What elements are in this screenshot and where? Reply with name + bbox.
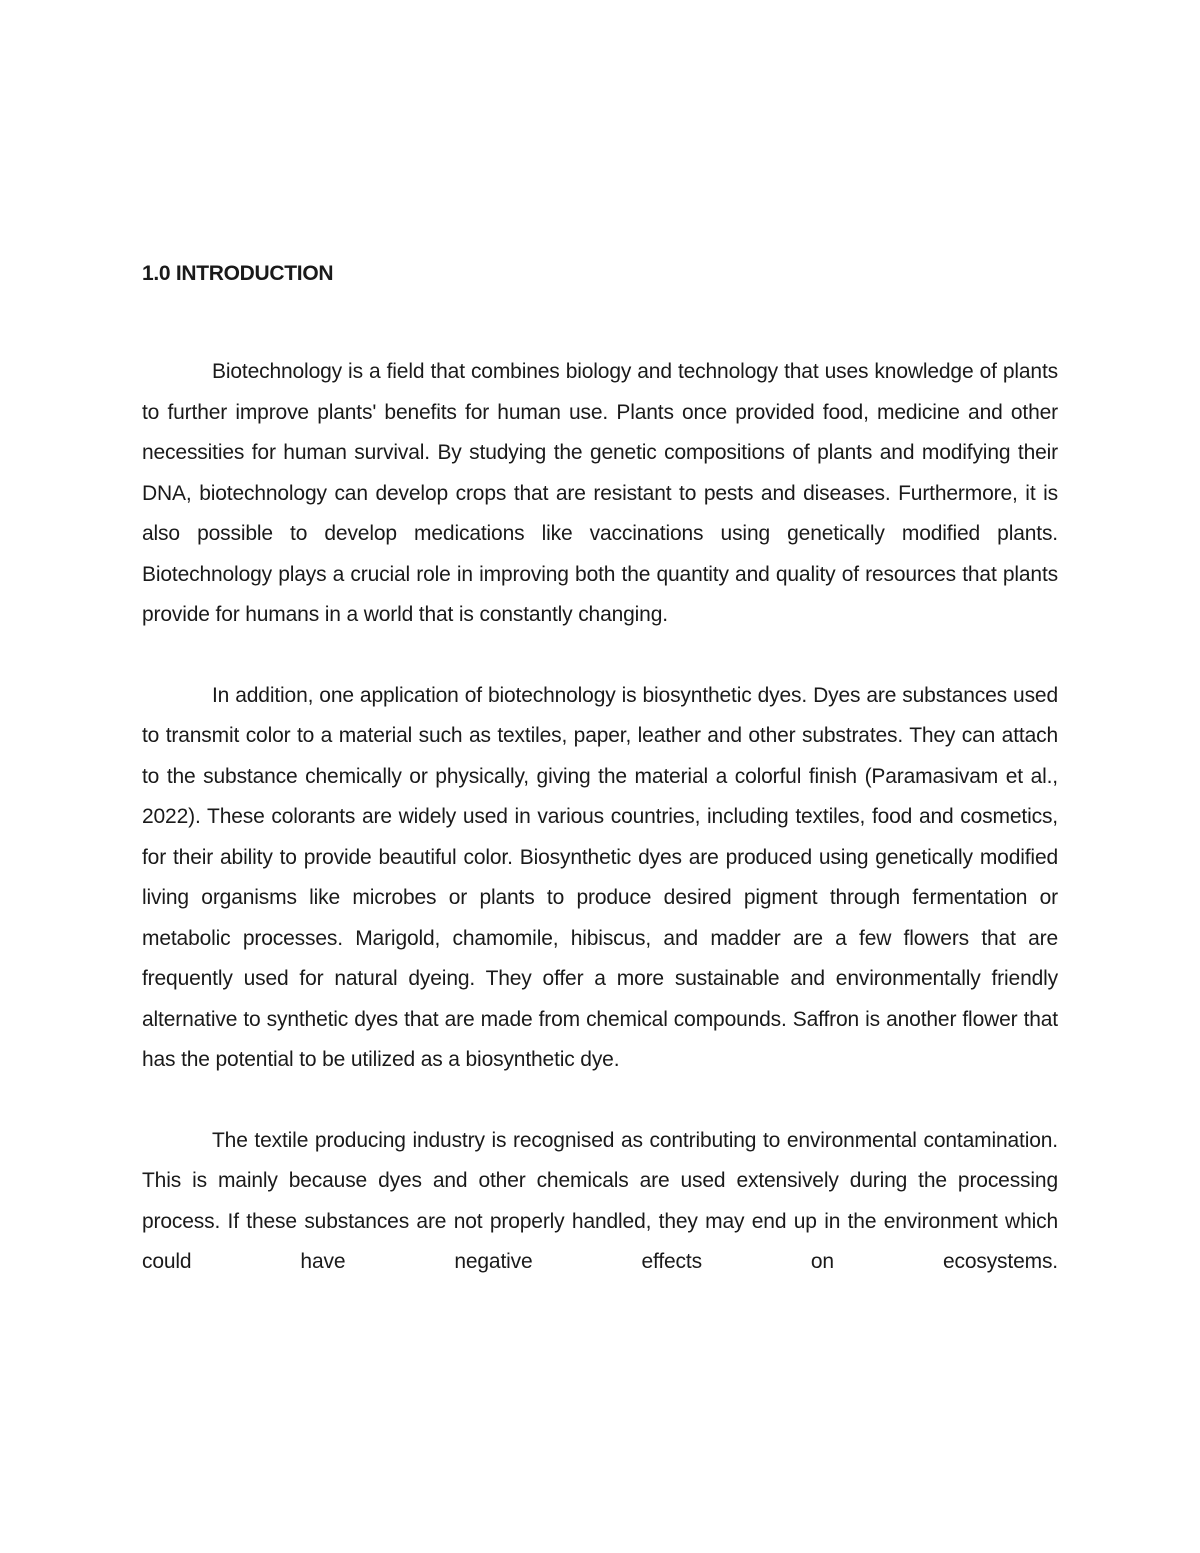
paragraph-biosynthetic-dyes: In addition, one application of biotechnology is biosynthetic dyes. Dyes are substances used to transmit color to a material such as textiles, paper, leather and other substrates. They can attach to the substance chemically or physically, giving the material a colorful finish (Paramasivam et al., 2022). These colorants are widely used in various countries, including textiles, food and cosmetics, for their ability to provide beautiful color. Biosynthetic dyes are produced using genetically modified living organisms like microbes or plants to produce desired pigment through fermentation or metabolic processes. Marigold, chamomile, hibiscus, and madder are a few flowers that are frequently used for natural dyeing. They offer a more sustainable and environmentally friendly alternative to synthetic dyes that are made from chemical compounds. Saffron is another flower that has the potential to be utilized as a biosynthetic dye. (142, 683, 1058, 1071)
section-heading: 1.0 INTRODUCTION (142, 262, 334, 285)
paragraph-biotechnology: Biotechnology is a field that combines biology and technology that uses knowledge of plants to further improve plants' benefits for human use. Plants once provided food, medicine and other necessities for human survival. By studying the genetic compositions of plants and modifying their DNA, biotechnology can develop crops that are resistant to pests and diseases. Furthermore, it is also possible to develop medications like vaccinations using genetically modified plants. Biotechnology plays a crucial role in improving both the quantity and quality of resources that plants provide for humans in a world that is constantly changing. (142, 360, 1058, 626)
paragraph-textile-industry: The textile producing industry is recognised as contributing to environmental contamination. This is mainly because dyes and other chemicals are used extensively during the processing process. If these substances are not properly handled, they may end up in the environment which could have negative effects on ecosystems. (142, 1128, 1058, 1273)
document-body (142, 258, 1058, 1283)
